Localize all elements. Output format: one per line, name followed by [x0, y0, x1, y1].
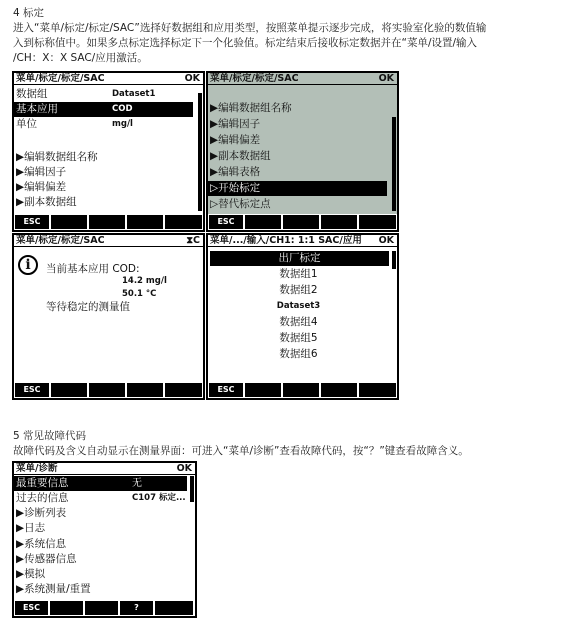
- option-dataset-3[interactable]: Dataset3: [276, 301, 321, 311]
- menu-item-copy-dataset[interactable]: ▶副本数据组: [16, 196, 77, 208]
- screen-title: 菜单/标定/标定/SAC ⧗C: [14, 235, 203, 247]
- softkey-3[interactable]: [89, 215, 125, 229]
- hourglass-icon: ⧗C: [186, 235, 200, 246]
- menu-item-start-calibration[interactable]: ▷开始标定: [208, 181, 387, 196]
- temperature-value: 50.1 °C: [122, 289, 157, 299]
- application-row[interactable]: 基本应用 COD: [14, 102, 193, 117]
- menu-item-diagnostic-list[interactable]: ▶诊断列表: [16, 507, 67, 519]
- option-dataset-6[interactable]: 数据组6: [279, 348, 318, 360]
- menu-item-edit-offset[interactable]: ▶编辑偏差: [210, 134, 261, 146]
- menu-item-system-info[interactable]: ▶系统信息: [16, 538, 67, 550]
- softkey-5[interactable]: [359, 215, 396, 229]
- menu-item-copy-dataset[interactable]: ▶副本数据组: [210, 150, 271, 162]
- option-dataset-2[interactable]: 数据组2: [279, 284, 318, 296]
- softkey-3[interactable]: [85, 601, 118, 615]
- screen-title: 菜单/标定/标定/SAC OK: [208, 73, 397, 85]
- past-message-row[interactable]: 过去的信息 C107 标定...: [16, 492, 186, 504]
- paragraph-line: /CH：X：X SAC/应用激活。: [13, 52, 148, 64]
- help-softkey[interactable]: ?: [120, 601, 153, 615]
- dataset-row[interactable]: 数据组 Dataset1: [16, 88, 156, 100]
- softkey-2[interactable]: [51, 383, 87, 397]
- ok-indicator: OK: [184, 73, 200, 84]
- paragraph-line: 进入“菜单/标定/标定/SAC”选择好数据组和应用类型，按照菜单提示逐步完成，将实验室化验的数值输: [13, 22, 487, 34]
- softkey-5[interactable]: [165, 383, 202, 397]
- softkey-2[interactable]: [51, 215, 87, 229]
- scrollbar[interactable]: [198, 93, 202, 211]
- scrollbar[interactable]: [392, 251, 396, 269]
- measured-value: 14.2 mg/l: [122, 276, 167, 286]
- esc-softkey[interactable]: ESC: [15, 215, 49, 229]
- menu-item-simulation[interactable]: ▶模拟: [16, 568, 46, 580]
- softkey-2[interactable]: [245, 215, 281, 229]
- esc-softkey[interactable]: ESC: [15, 601, 48, 615]
- info-icon: i: [18, 255, 38, 275]
- softkey-2[interactable]: [245, 383, 281, 397]
- softkey-3[interactable]: [283, 383, 319, 397]
- menu-item-replace-calibration-point[interactable]: ▷替代标定点: [210, 198, 271, 210]
- menu-item-system-test-reset[interactable]: ▶系统测量/重置: [16, 583, 91, 595]
- scrollbar[interactable]: [392, 117, 396, 211]
- esc-softkey[interactable]: ESC: [209, 215, 243, 229]
- screen-title: 菜单/标定/标定/SAC OK: [14, 73, 203, 85]
- current-application-label: 当前基本应用 COD:: [46, 263, 140, 275]
- softkey-4[interactable]: [127, 383, 163, 397]
- softkey-bar: [14, 600, 195, 616]
- device-screen-1: [12, 71, 205, 232]
- softkey-5[interactable]: [359, 383, 396, 397]
- menu-item-edit-dataset-name[interactable]: ▶编辑数据组名称: [210, 102, 292, 114]
- option-factory-calibration[interactable]: 出厂标定: [210, 251, 389, 266]
- softkey-bar: [208, 214, 397, 230]
- scrollbar[interactable]: [190, 476, 194, 502]
- esc-softkey[interactable]: ESC: [15, 383, 49, 397]
- ok-indicator: OK: [176, 463, 192, 474]
- menu-item-edit-dataset-name[interactable]: ▶编辑数据组名称: [16, 151, 98, 163]
- screen-title: 菜单/诊断 OK: [14, 463, 195, 475]
- softkey-3[interactable]: [283, 215, 319, 229]
- device-screen-2: [206, 71, 399, 232]
- softkey-4[interactable]: [321, 215, 357, 229]
- softkey-bar: [14, 214, 203, 230]
- softkey-bar: [208, 382, 397, 398]
- ok-indicator: OK: [378, 235, 394, 246]
- softkey-5[interactable]: [155, 601, 193, 615]
- menu-item-edit-factor[interactable]: ▶编辑因子: [210, 118, 261, 130]
- section-heading: 4 标定: [13, 7, 45, 19]
- menu-item-edit-table[interactable]: ▶编辑表格: [210, 166, 261, 178]
- paragraph-line: 入到标称值中。如果多点标定选择标定下一个化验值。标定结束后接收标定数据并在“菜单/设置/输入: [13, 37, 478, 49]
- option-dataset-4[interactable]: 数据组4: [279, 316, 318, 328]
- screen-title: 菜单/.../输入/CH1: 1:1 SAC/应用 OK: [208, 235, 397, 247]
- softkey-3[interactable]: [89, 383, 125, 397]
- device-screen-3: [12, 233, 205, 400]
- option-dataset-5[interactable]: 数据组5: [279, 332, 318, 344]
- softkey-4[interactable]: [321, 383, 357, 397]
- softkey-2[interactable]: [50, 601, 83, 615]
- softkey-bar: [14, 382, 203, 398]
- device-screen-5: [12, 461, 197, 618]
- menu-item-sensor-info[interactable]: ▶传感器信息: [16, 553, 77, 565]
- most-important-message-row[interactable]: 最重要信息 无: [14, 476, 187, 491]
- menu-item-edit-offset[interactable]: ▶编辑偏差: [16, 181, 67, 193]
- softkey-5[interactable]: [165, 215, 202, 229]
- option-dataset-1[interactable]: 数据组1: [279, 268, 318, 280]
- softkey-4[interactable]: [127, 215, 163, 229]
- paragraph-line: 故障代码及含义自动显示在测量界面：可进入“菜单/诊断”查看故障代码，按“？”键查看故障含义。: [13, 445, 469, 457]
- section-heading: 5 常见故障代码: [13, 430, 87, 442]
- device-screen-4: [206, 233, 399, 400]
- unit-row[interactable]: 单位 mg/l: [16, 118, 133, 130]
- menu-item-edit-factor[interactable]: ▶编辑因子: [16, 166, 67, 178]
- waiting-message: 等待稳定的测量值: [46, 301, 130, 313]
- ok-indicator: OK: [378, 73, 394, 84]
- esc-softkey[interactable]: ESC: [209, 383, 243, 397]
- menu-item-logbook[interactable]: ▶日志: [16, 522, 46, 534]
